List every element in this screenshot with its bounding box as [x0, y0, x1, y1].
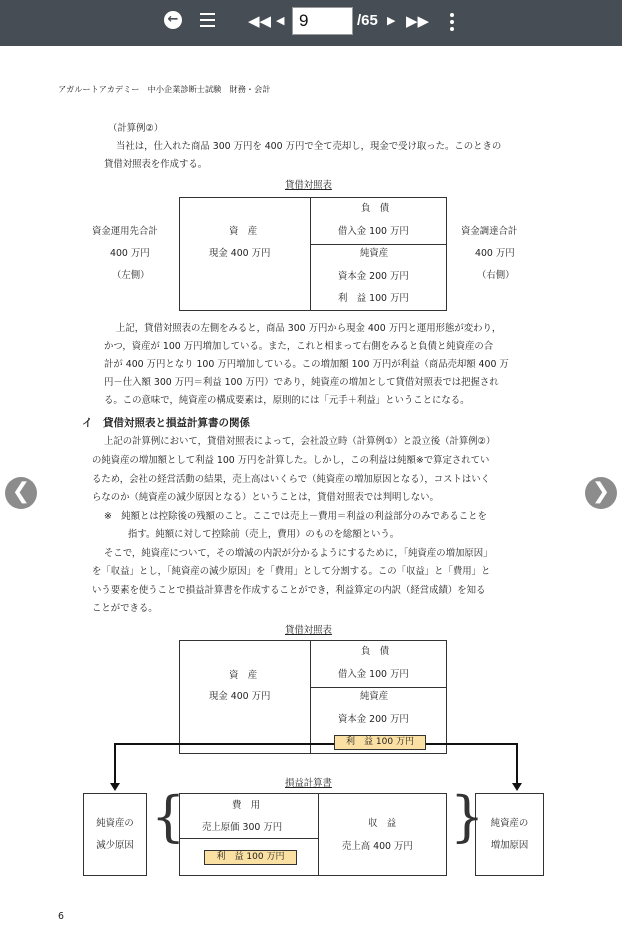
example-line: 貸借対照表を作成する。	[104, 159, 208, 170]
para2-line: るため，会社の経営活動の結果，売上高はいくらで（純資産の増加原因となる），コストはいく	[92, 474, 490, 485]
increase-label: 純資産の	[490, 818, 529, 829]
example-line: 当社は，仕入れた商品 300 万円を 400 万円で全て売却し，現金で受け取った。このときの	[116, 141, 502, 152]
para1-line: る。この意味で，純資産の構成要素は，原則的には「元手＋利益」ということになる。	[104, 395, 470, 406]
pl-divider	[179, 838, 318, 839]
page-total: /65	[357, 12, 378, 29]
net-assets-decrease-box	[83, 793, 147, 876]
para1-line: 上記，貸借対照表の左側をみると，商品 300 万円から現金 400 万円と運用形態が変わり，	[116, 323, 502, 334]
bs2-assets-label: 資 産	[229, 670, 258, 681]
arrow-line	[114, 743, 334, 745]
pl-title: 損益計算書	[285, 778, 332, 789]
bs1-title: 貸借対照表	[285, 180, 332, 191]
bs2-capital: 資本金 200 万円	[338, 714, 409, 725]
chevron-left-icon: ❮	[11, 479, 31, 504]
right-brace: }	[450, 785, 485, 848]
bs2-divider	[310, 640, 311, 754]
arrow-line	[114, 743, 116, 784]
pdf-toolbar	[0, 0, 622, 46]
left-brace: {	[151, 785, 186, 848]
bs2-profit-highlight: 利 益 100 万円	[334, 735, 426, 750]
arrow-left-circle-icon: ←	[167, 12, 179, 27]
bs1-left-amount: 400 万円	[110, 248, 150, 259]
pl-divider	[318, 793, 319, 876]
arrow-down-icon	[110, 783, 120, 791]
bs1-left-total: 資金運用先合計	[92, 226, 158, 237]
note-line: 指す。純額に対して控除前（売上，費用）のものを総額という。	[128, 529, 400, 540]
pl-expense-label: 費 用	[232, 800, 261, 811]
para2-line: 上記の計算例において，貸借対照表によって，会社設立時（計算例①）と設立後（計算例②）	[104, 436, 496, 447]
more-vertical-icon[interactable]	[450, 13, 454, 31]
bs1-right-side: （右側）	[477, 270, 515, 281]
chevron-right-icon: ❯	[591, 479, 611, 504]
pl-profit-highlight: 利 益 100 万円	[204, 850, 297, 865]
prev-icon[interactable]: ◀	[276, 14, 285, 27]
bs2-title: 貸借対照表	[285, 625, 332, 636]
page-header: アガルートアカデミー 中小企業診断士試験 財務・会計	[58, 84, 271, 94]
section-heading: イ 貸借対照表と損益計算書の関係	[82, 417, 250, 429]
bs1-divider	[310, 197, 311, 311]
arrow-line	[426, 743, 518, 745]
arrow-line	[516, 743, 518, 784]
decrease-label: 減少原因	[96, 840, 134, 851]
bs1-cash: 現金 400 万円	[209, 248, 271, 259]
bs1-right-amount: 400 万円	[475, 248, 515, 259]
bs1-net-assets-label: 純資産	[360, 248, 389, 259]
para1-line: 円－仕入額 300 万円＝利益 100 万円）であり，純資産の増加として貸借対照表では把握され	[104, 377, 499, 388]
pl-revenue-label: 収 益	[368, 818, 397, 829]
back-button[interactable]	[164, 11, 182, 29]
next-icon[interactable]: ▶	[387, 14, 396, 27]
net-assets-increase-box	[475, 793, 544, 876]
bs2-cash: 現金 400 万円	[209, 691, 271, 702]
bs2-borrowing: 借入金 100 万円	[338, 669, 409, 680]
next-page-button[interactable]	[585, 477, 617, 509]
bs1-left-side: （左側）	[112, 270, 150, 281]
para3-line: を「収益」とし，「純資産の減少原因」を「費用」として分割する。この「収益」と「費用」と	[92, 566, 491, 577]
para1-line: 計が 400 万円となり 100 万円増加している。この増加額 100 万円が利益（商品売却額 400 万	[104, 359, 509, 370]
para1-line: かつ，資産が 100 万円増加している。また，これと相まって右側をみると負債と純資産の合	[104, 341, 494, 352]
hamburger-menu-icon[interactable]	[200, 13, 215, 27]
pl-sales: 売上高 400 万円	[342, 841, 413, 852]
bs1-capital: 資本金 200 万円	[338, 271, 409, 282]
decrease-label: 純資産の	[96, 818, 134, 829]
example-title: （計算例②）	[108, 123, 164, 134]
note-line: ※ 純額とは控除後の残額のこと。ここでは売上－費用＝利益の利益部分のみであることを	[104, 511, 487, 522]
bs1-assets-label: 資 産	[229, 226, 258, 237]
page-number-input[interactable]: 9	[292, 7, 353, 35]
para3-line: そこで，純資産について，その増減の内訳が分かるようにするために，「純資産の増加原因」	[104, 548, 493, 559]
bs2-net-assets-label: 純資産	[360, 691, 389, 702]
para3-line: ことができる。	[92, 603, 158, 614]
increase-label: 増加原因	[490, 840, 529, 851]
bs1-profit: 利 益 100 万円	[338, 293, 409, 304]
skip-last-icon[interactable]: ▶▶	[406, 12, 430, 30]
para2-line: らなのか（純資産の減少原因となる）ということは，貸借対照表では判明しない。	[92, 492, 439, 503]
prev-page-button[interactable]	[5, 477, 37, 509]
pl-cogs: 売上原価 300 万円	[202, 822, 283, 833]
bs1-right-total: 資金調達合計	[461, 226, 518, 237]
para3-line: いう要素を使うことで損益計算書を作成することができ，利益算定の内訳（経営成績）を知る	[92, 585, 486, 596]
skip-first-icon[interactable]: ◀◀	[248, 12, 272, 30]
bs1-borrowing: 借入金 100 万円	[338, 226, 409, 237]
bs2-liabilities-label: 負 債	[361, 646, 390, 657]
bs1-liabilities-label: 負 債	[361, 203, 390, 214]
page-number: 6	[58, 911, 64, 922]
bs2-divider	[310, 687, 447, 688]
arrow-down-icon	[512, 783, 522, 791]
para2-line: の純資産の増加額として利益 100 万円を計算した。しかし，この利益は純額※で算定されてい	[92, 455, 490, 466]
bs1-divider	[310, 244, 447, 245]
